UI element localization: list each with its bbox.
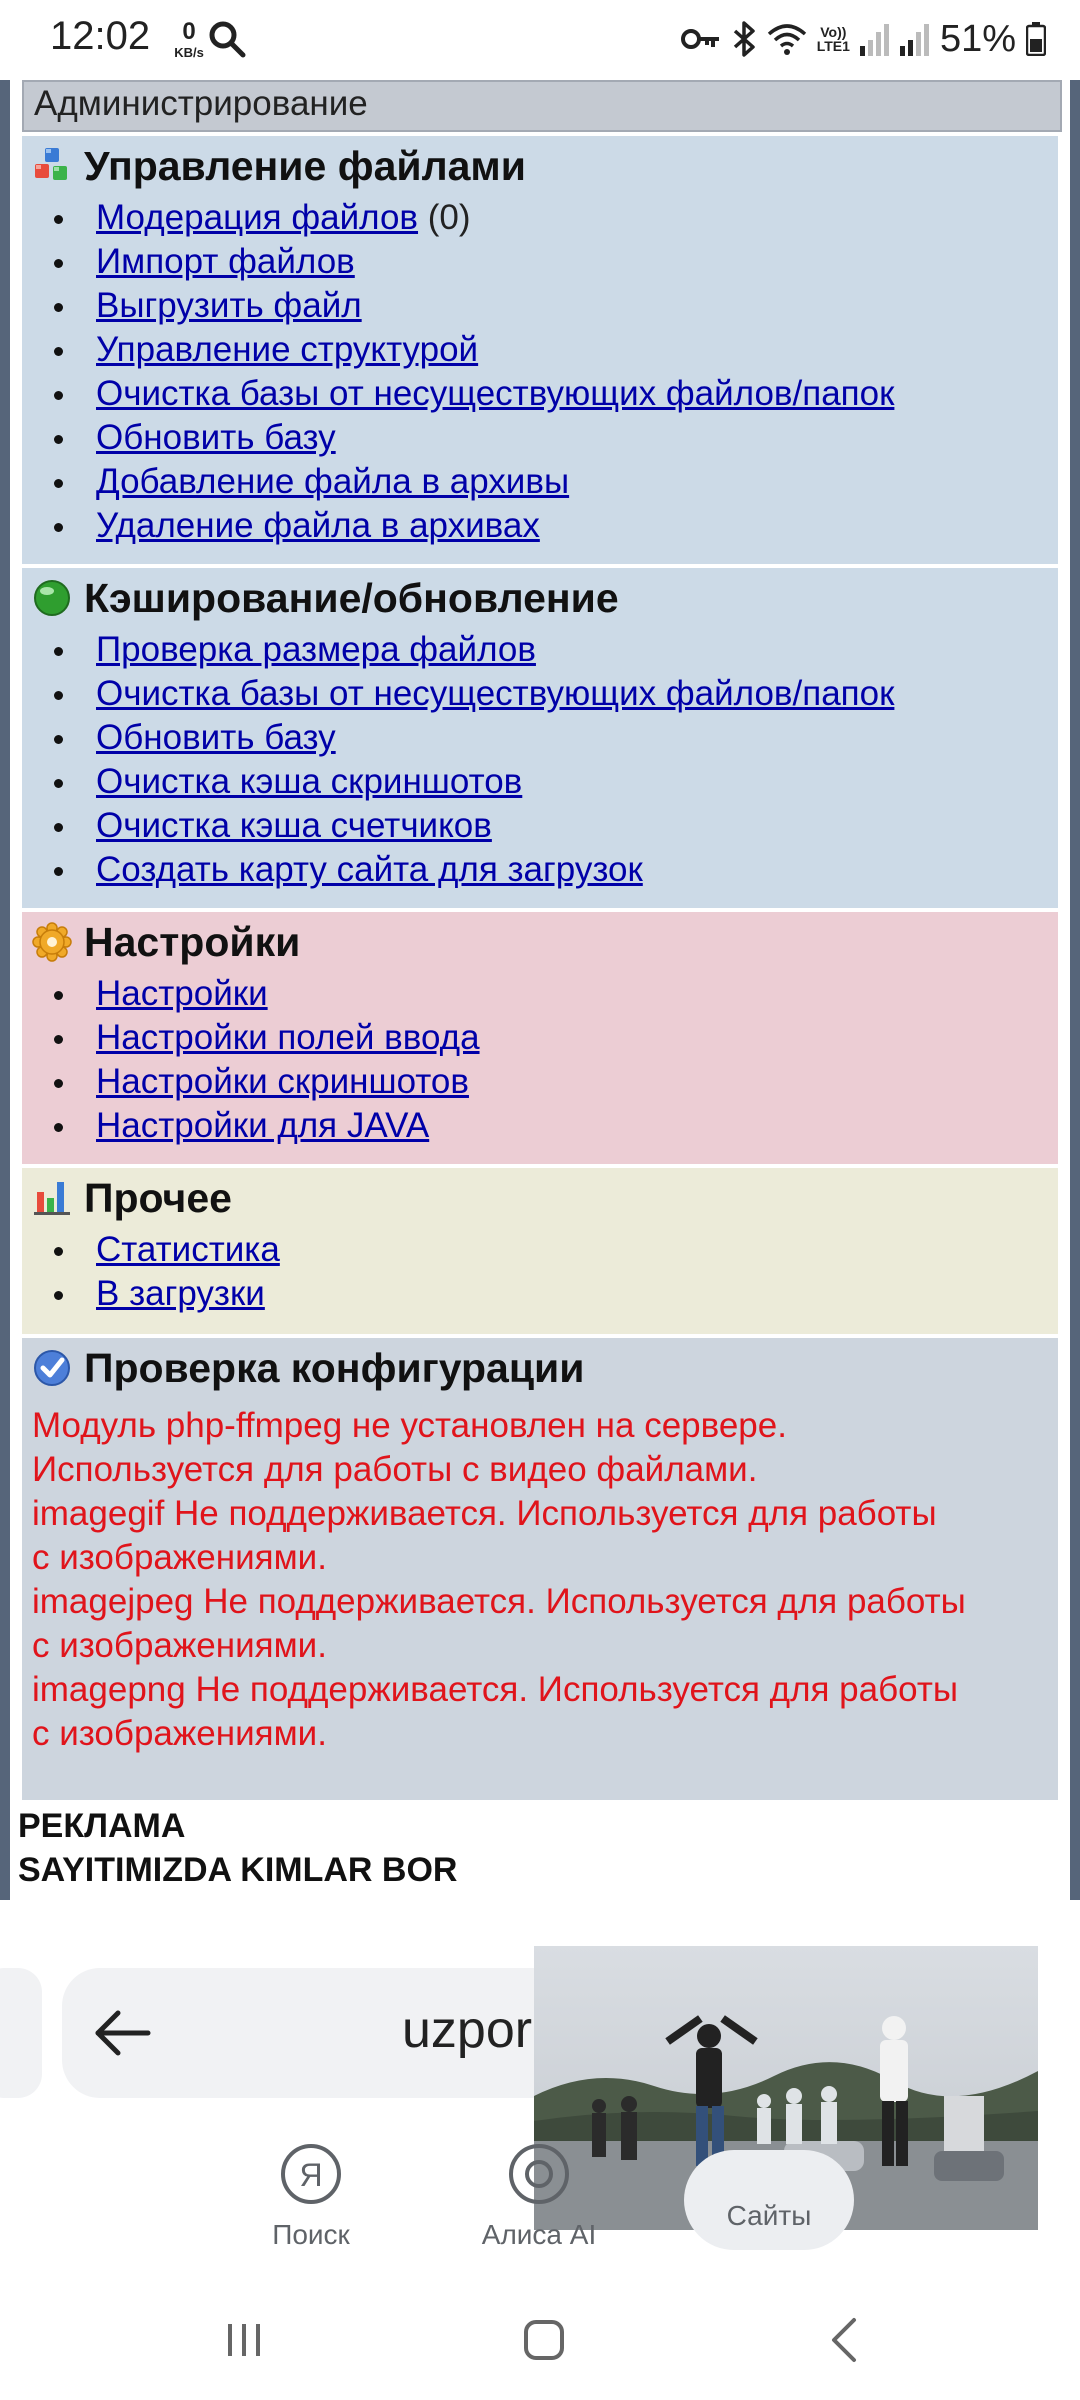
list-item (32, 628, 1058, 672)
recent-apps-icon[interactable] (214, 2310, 274, 2370)
list-item (32, 760, 1058, 804)
green-ball-icon (32, 578, 72, 618)
battery-icon (1026, 22, 1046, 56)
update-db-link-2[interactable]: Обновить базу (96, 718, 336, 757)
back-icon[interactable] (816, 2310, 876, 2370)
status-bar (0, 0, 1080, 80)
delete-in-archive-link[interactable]: Удаление файла в архивах (96, 506, 540, 545)
yandex-search-icon (279, 2142, 343, 2206)
lte-label: LTE1 (816, 38, 850, 54)
net-speed (166, 20, 212, 59)
check-badge-icon (32, 1348, 72, 1388)
config-message: imagegif Не поддерживается. Используется для работы (32, 1494, 937, 1533)
list-item (32, 1016, 1058, 1060)
volte-indicator (817, 25, 850, 53)
net-speed-unit: KB/s (174, 45, 204, 60)
settings-links (32, 972, 1058, 1148)
upload-file-link[interactable]: Выгрузить файл (96, 286, 362, 325)
list-item (32, 972, 1058, 1016)
to-downloads-link[interactable]: В загрузки (96, 1274, 265, 1313)
file-management-links (32, 196, 1058, 548)
add-to-archive-link[interactable]: Добавление файла в архивы (96, 462, 570, 501)
svg-text:Я: Я (299, 2157, 323, 2193)
wifi-icon (767, 22, 807, 56)
statistics-link[interactable]: Статистика (96, 1230, 280, 1269)
list-item (32, 372, 1058, 416)
clean-db-link-2[interactable]: Очистка базы от несуществующих файлов/папок (96, 674, 895, 713)
other-title: Прочее (84, 1174, 232, 1221)
clean-db-link[interactable]: Очистка базы от несуществующих файлов/папок (96, 374, 895, 413)
list-item (32, 460, 1058, 504)
list-item (32, 240, 1058, 284)
section-settings (22, 912, 1058, 1164)
vpn-key-icon (681, 24, 721, 54)
list-item (32, 848, 1058, 892)
tab-alisa-label: Алиса AI (481, 2219, 597, 2250)
tab-search-label: Поиск (272, 2219, 350, 2250)
update-db-link[interactable]: Обновить базу (96, 418, 336, 457)
clear-screenshot-cache-link[interactable]: Очистка кэша скриншотов (96, 762, 523, 801)
config-messages (32, 1404, 1058, 1756)
url-text[interactable]: uzpor (402, 2001, 533, 2059)
moderation-count: (0) (418, 198, 471, 237)
check-size-link[interactable]: Проверка размера файлов (96, 630, 536, 669)
battery-percent: 51% (939, 17, 1016, 60)
tab-sites-label: Сайты (726, 2200, 812, 2231)
tab-search[interactable] (226, 2142, 396, 2251)
config-message: imagejpeg Не поддерживается. Используется для работы (32, 1582, 966, 1621)
section-other (22, 1168, 1058, 1334)
import-files-link[interactable]: Импорт файлов (96, 242, 355, 281)
java-settings-link[interactable]: Настройки для JAVA (96, 1106, 430, 1145)
input-fields-settings-link[interactable]: Настройки полей ввода (96, 1018, 480, 1057)
back-arrow-icon[interactable] (92, 2003, 152, 2063)
list-item (32, 196, 1058, 240)
config-title: Проверка конфигурации (84, 1344, 585, 1391)
config-message: с изображениями. (32, 1714, 327, 1753)
section-title (32, 912, 1058, 972)
config-message: Используется для работы с видео файлами. (32, 1450, 758, 1489)
config-message: Модуль php-ffmpeg не установлен на сервере. (32, 1406, 787, 1445)
list-item (32, 416, 1058, 460)
web-frame (0, 80, 1080, 1900)
list-item (32, 716, 1058, 760)
bar-chart-icon (32, 1178, 72, 1218)
moderation-link[interactable]: Модерация файлов (96, 198, 419, 237)
section-title (32, 136, 1058, 196)
browser-tab-bar (0, 2120, 1080, 2280)
section-title (32, 568, 1058, 628)
alisa-icon (507, 2142, 571, 2206)
list-item (32, 284, 1058, 328)
gear-icon (32, 922, 72, 962)
list-item (32, 1272, 1058, 1316)
config-message: с изображениями. (32, 1626, 327, 1665)
list-item (32, 804, 1058, 848)
who-online-label: SAYITIMIZDA KIMLAR BOR (18, 1851, 458, 1889)
net-speed-value: 0 (182, 18, 196, 45)
section-title (32, 1168, 1058, 1228)
settings-title: Настройки (84, 918, 301, 965)
bluetooth-icon (731, 21, 757, 57)
caching-links (32, 628, 1058, 892)
config-message: с изображениями. (32, 1538, 327, 1577)
search-icon (208, 20, 246, 58)
previous-tab-pill[interactable] (0, 1968, 42, 2098)
volte-label: Vo)) (820, 24, 847, 40)
list-item (32, 504, 1058, 548)
footer-text (18, 1804, 457, 1892)
cubes-icon (32, 146, 72, 186)
settings-link[interactable]: Настройки (96, 974, 268, 1013)
sitemap-link[interactable]: Создать карту сайта для загрузок (96, 850, 643, 889)
list-item (32, 1228, 1058, 1272)
caching-title: Кэширование/обновление (84, 574, 619, 621)
web-page (10, 80, 1070, 1902)
system-nav-bar (0, 2280, 1080, 2400)
section-file-management (22, 136, 1058, 564)
config-message: imagepng Не поддерживается. Используется для работы (32, 1670, 959, 1709)
other-links (32, 1228, 1058, 1316)
status-indicators (681, 14, 1046, 64)
structure-link[interactable]: Управление структурой (96, 330, 479, 369)
status-time: 12:02 (50, 14, 151, 58)
clear-counter-cache-link[interactable]: Очистка кэша счетчиков (96, 806, 492, 845)
home-icon[interactable] (514, 2310, 574, 2370)
tab-sites[interactable] (684, 2150, 854, 2250)
file-management-title: Управление файлами (84, 142, 526, 189)
section-title (32, 1338, 1058, 1398)
list-item (32, 1060, 1058, 1104)
screenshot-settings-link[interactable]: Настройки скриншотов (96, 1062, 469, 1101)
tab-alisa[interactable] (454, 2142, 624, 2251)
list-item (32, 1104, 1058, 1148)
signal-icon-2 (900, 22, 930, 56)
section-caching (22, 568, 1058, 908)
list-item (32, 328, 1058, 372)
list-item (32, 672, 1058, 716)
admin-header: Администрирование (22, 80, 1062, 132)
signal-icon-1 (860, 22, 890, 56)
section-config-check (22, 1338, 1058, 1800)
ad-label: РЕКЛАМА (18, 1807, 186, 1845)
